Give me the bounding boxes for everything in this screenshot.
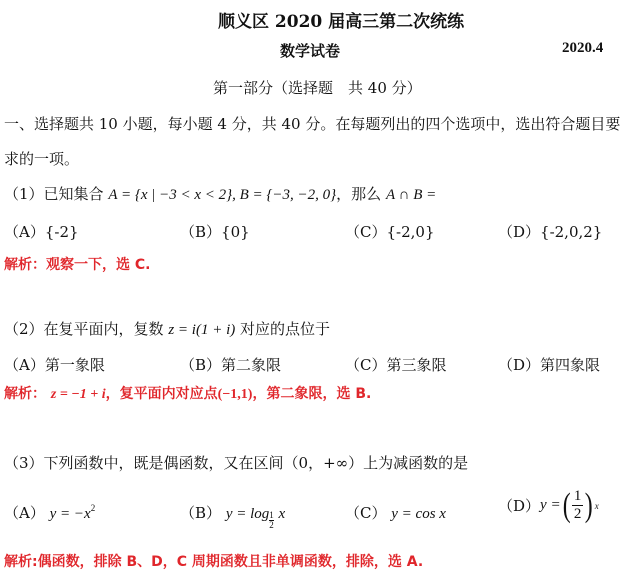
part-heading: 第一部分（选择题 共 40 分） bbox=[213, 79, 422, 97]
q3-option-c-label: （C） bbox=[345, 504, 387, 522]
q1-option-a: （A）{-2} bbox=[4, 223, 79, 241]
q3-option-c bbox=[345, 502, 446, 523]
q3-option-d-fraction: $\frac{1}{2}$ bbox=[573, 488, 582, 522]
q3-option-a bbox=[4, 502, 95, 523]
q3-option-b bbox=[180, 502, 285, 530]
q1-answer: 解析：观察一下，选 C. bbox=[4, 257, 151, 273]
q1-sets: A = {x | −3 < x < 2}, B = {−3, −2, 0} bbox=[108, 187, 337, 203]
q3-option-d: （D） y = ( $\frac{1}{2}$ ) x bbox=[498, 486, 599, 524]
q3-option-a-formula: y = −x bbox=[49, 506, 91, 522]
exam-subtitle: 数学试卷 bbox=[280, 42, 341, 60]
q1-tail: ，那么 bbox=[336, 185, 382, 203]
q3-option-a-exponent: 2 bbox=[90, 503, 96, 513]
q3-option-b-formula: y = log bbox=[225, 506, 270, 522]
q3-option-b-var: x bbox=[278, 506, 286, 522]
q2-stem: （2）在复平面内，复数 bbox=[4, 320, 164, 338]
q3-option-b-label: （B） bbox=[180, 504, 222, 522]
q2-option-b: （B）第二象限 bbox=[180, 356, 282, 374]
q2-answer-mid: ，复平面内对应点 bbox=[105, 386, 218, 402]
q3-option-a-label: （A） bbox=[4, 504, 45, 522]
question-1 bbox=[4, 183, 436, 204]
q2-answer-formula: z = −1 + i bbox=[50, 387, 106, 402]
q1-intersection: A ∩ B = bbox=[385, 187, 437, 203]
q2-tail: 对应的点位于 bbox=[240, 320, 331, 338]
question-2 bbox=[4, 318, 330, 339]
q1-stem: （1）已知集合 bbox=[4, 185, 104, 203]
q3-option-d-formula: y = bbox=[540, 497, 561, 513]
q3-option-c-formula: y = cos x bbox=[391, 506, 446, 522]
q2-option-d: （D）第四象限 bbox=[498, 356, 601, 374]
q2-answer-end: ，第二象限，选 B. bbox=[252, 386, 372, 402]
q3-answer: 解析:偶函数，排除 B、D，C 周期函数且非单调函数，排除，选 A. bbox=[4, 554, 424, 570]
q2-option-c: （C）第三象限 bbox=[345, 356, 447, 374]
q3-option-d-label: （D） bbox=[498, 497, 541, 515]
instructions-line1: 一、选择题共 10 小题，每小题 4 分，共 40 分。在每题列出的四个选项中，选出符合题目要 bbox=[4, 115, 621, 133]
q2-option-a: （A）第一象限 bbox=[4, 356, 105, 374]
exam-date: 2020.4 bbox=[562, 40, 604, 56]
q1-option-b: （B）{0} bbox=[180, 223, 250, 241]
q3-option-b-base: $\frac{1}{2}$ bbox=[269, 510, 274, 530]
exam-title: 顺义区 2020 届高三第二次统练 bbox=[218, 12, 465, 32]
q2-answer-label: 解析： bbox=[4, 386, 46, 402]
question-3: （3）下列函数中，既是偶函数，又在区间（0，+∞）上为减函数的是 bbox=[4, 454, 469, 472]
q1-option-c: （C）{-2,0} bbox=[345, 223, 435, 241]
q2-formula: z = i(1 + i) bbox=[168, 322, 236, 338]
instructions-line2: 求的一项。 bbox=[4, 150, 80, 168]
q2-answer-point: (−1,1) bbox=[217, 387, 253, 402]
q3-option-d-exponent: x bbox=[594, 500, 599, 511]
q2-answer bbox=[4, 383, 371, 403]
q1-option-d: （D）{-2,0,2} bbox=[498, 223, 603, 241]
